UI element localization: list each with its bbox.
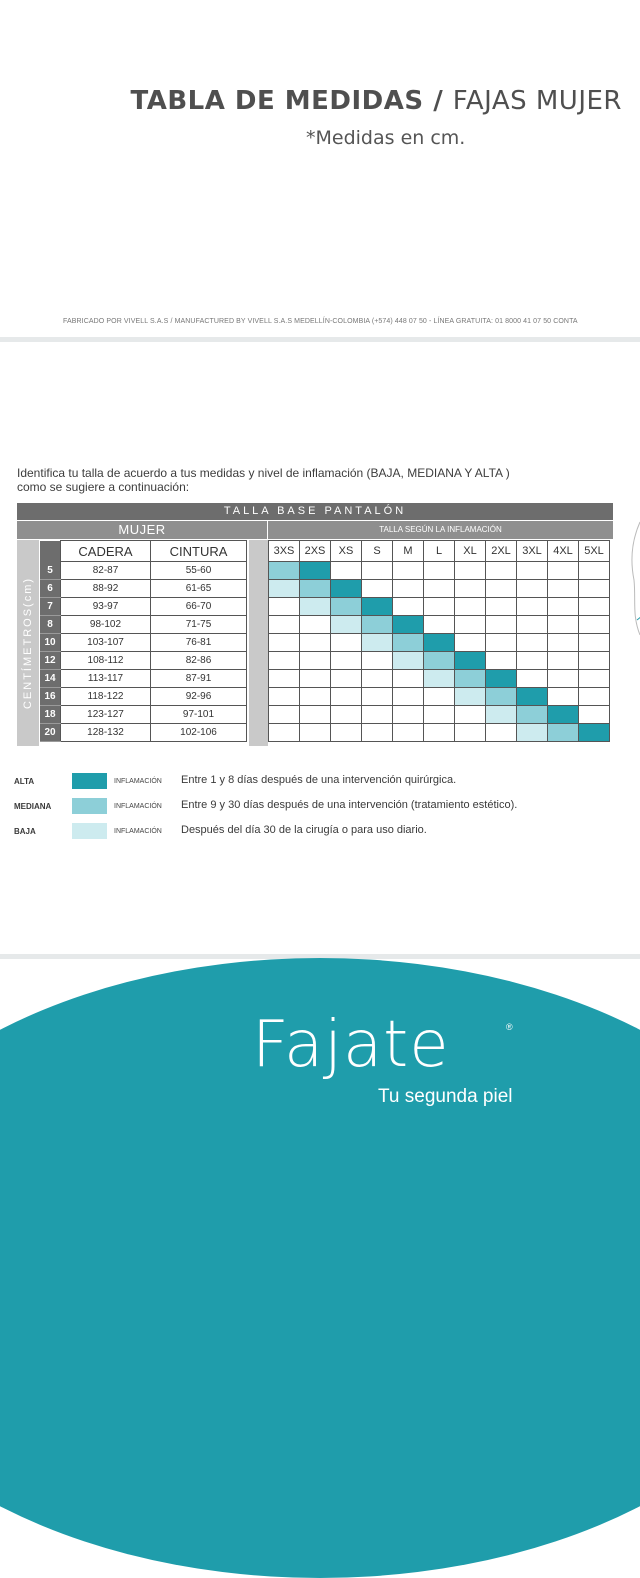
grid-cell (331, 652, 362, 670)
col-cintura: CINTURA (151, 541, 247, 562)
legend-description: Entre 9 y 30 días después de una intervención (tratamiento estético). (181, 799, 518, 811)
grid-row (269, 688, 610, 706)
grid-cell (455, 724, 486, 742)
page-title (131, 86, 623, 116)
grid-cell-baja (393, 652, 424, 670)
grid-cell (424, 562, 455, 580)
brand-tagline: Tu segunda piel (378, 1086, 513, 1107)
divider-top (0, 337, 640, 342)
table-row (40, 580, 247, 598)
table-row (40, 616, 247, 634)
grid-cell (300, 724, 331, 742)
cadera-cell: 93-97 (61, 598, 151, 616)
cintura-cell: 55-60 (151, 562, 247, 580)
grid-cell (300, 634, 331, 652)
grid-cell (300, 670, 331, 688)
legend-swatch (72, 823, 107, 839)
grid-cell (424, 688, 455, 706)
title-separator: / (433, 86, 444, 116)
grid-cell-med (455, 670, 486, 688)
cadera-cell: 88-92 (61, 580, 151, 598)
legend-level: ALTA (14, 777, 35, 786)
grid-cell-med (548, 724, 579, 742)
grid-cell (579, 652, 610, 670)
grid-cell-alta (331, 580, 362, 598)
grid-cell (579, 634, 610, 652)
grid-row (269, 580, 610, 598)
talla-cell: 16 (40, 688, 61, 706)
size-header-cell: XS (331, 541, 362, 562)
legend-level: MEDIANA (14, 802, 52, 811)
talla-cell: 18 (40, 706, 61, 724)
grid-cell (393, 670, 424, 688)
grid-cell (393, 562, 424, 580)
grid-cell (393, 724, 424, 742)
grid-cell (579, 598, 610, 616)
talla-cell: 10 (40, 634, 61, 652)
grid-cell (455, 580, 486, 598)
talla-cell: 14 (40, 670, 61, 688)
grid-row (269, 598, 610, 616)
grid-cell (269, 688, 300, 706)
table-row (40, 670, 247, 688)
grid-cell (269, 616, 300, 634)
grid-cell (517, 652, 548, 670)
grid-row (269, 652, 610, 670)
grid-row (269, 670, 610, 688)
legend-level: BAJA (14, 827, 36, 836)
grid-cell-alta (300, 562, 331, 580)
legend-description: Después del día 30 de la cirugía o para uso diario. (181, 824, 427, 836)
grid-cell (424, 616, 455, 634)
grid-cell (269, 634, 300, 652)
grid-cell-alta (579, 724, 610, 742)
grid-cell (362, 652, 393, 670)
legend-inflammation: INFLAMACIÓN (114, 778, 162, 785)
cintura-cell: 82-86 (151, 652, 247, 670)
grid-cell (517, 562, 548, 580)
size-header-cell: 5XL (579, 541, 610, 562)
grid-row (269, 706, 610, 724)
cintura-cell: 76-81 (151, 634, 247, 652)
grid-cell (517, 580, 548, 598)
intro-line-2: como se sugiere a continuación: (17, 480, 190, 494)
grid-cell-med (300, 580, 331, 598)
cintura-cell: 71-75 (151, 616, 247, 634)
size-header-row (269, 541, 610, 562)
grid-cell (424, 598, 455, 616)
grid-cell-alta (486, 670, 517, 688)
grid-cell-baja (486, 706, 517, 724)
grid-cell (362, 670, 393, 688)
table-row (40, 634, 247, 652)
size-grid (268, 540, 610, 742)
group-header: MUJER (17, 521, 267, 539)
grid-cell-baja (300, 598, 331, 616)
grid-cell (517, 616, 548, 634)
grid-cell (579, 580, 610, 598)
grid-cell (269, 670, 300, 688)
grid-cell (362, 580, 393, 598)
cintura-cell: 61-65 (151, 580, 247, 598)
grid-cell (486, 616, 517, 634)
grid-cell (548, 634, 579, 652)
cintura-cell: 87-91 (151, 670, 247, 688)
size-header-cell: M (393, 541, 424, 562)
grid-row (269, 724, 610, 742)
talla-cell: 6 (40, 580, 61, 598)
grid-cell-baja (455, 688, 486, 706)
legend-swatch (72, 798, 107, 814)
grid-cell (579, 562, 610, 580)
size-header-cell: 3XS (269, 541, 300, 562)
units-note: *Medidas en cm. (306, 127, 466, 149)
size-header-cell: 2XL (486, 541, 517, 562)
grid-row (269, 634, 610, 652)
grid-cell-baja (362, 634, 393, 652)
table-title: TALLA BASE PANTALÓN (17, 503, 613, 520)
grid-cell-alta (362, 598, 393, 616)
grid-cell-med (331, 598, 362, 616)
grid-cell (269, 724, 300, 742)
grid-cell-alta (424, 634, 455, 652)
table-row (40, 706, 247, 724)
grid-cell (331, 724, 362, 742)
grid-cell (269, 598, 300, 616)
measurements-table (40, 540, 247, 742)
inflammation-header: TALLA SEGÚN LA INFLAMACIÓN (268, 521, 613, 539)
cintura-cell: 66-70 (151, 598, 247, 616)
grid-cell (486, 562, 517, 580)
grid-cell (300, 706, 331, 724)
grid-cell (362, 724, 393, 742)
grid-cell (517, 670, 548, 688)
grid-cell (424, 706, 455, 724)
grid-cell-baja (424, 670, 455, 688)
table-row (40, 652, 247, 670)
grid-row (269, 616, 610, 634)
legend-inflammation: INFLAMACIÓN (114, 803, 162, 810)
table-row (40, 724, 247, 742)
talla-cell: 12 (40, 652, 61, 670)
size-header-cell: 4XL (548, 541, 579, 562)
size-header-cell: 3XL (517, 541, 548, 562)
vertical-label: CENTÍMETROS(cm) (22, 576, 34, 710)
grid-cell-alta (517, 688, 548, 706)
grid-cell (548, 562, 579, 580)
grid-cell (548, 580, 579, 598)
vertical-label-bar (17, 540, 39, 746)
cadera-cell: 128-132 (61, 724, 151, 742)
grid-cell (331, 562, 362, 580)
grid-cell (455, 706, 486, 724)
grid-cell (455, 562, 486, 580)
grid-cell (424, 580, 455, 598)
size-header-cell: L (424, 541, 455, 562)
cintura-cell: 102-106 (151, 724, 247, 742)
grid-cell (486, 580, 517, 598)
title-light: FAJAS MUJER (452, 86, 622, 116)
cadera-cell: 113-117 (61, 670, 151, 688)
cadera-cell: 103-107 (61, 634, 151, 652)
title-bold: TABLA DE MEDIDAS (130, 86, 424, 116)
grid-cell (362, 706, 393, 724)
grid-cell (393, 580, 424, 598)
manufacturer-line: FABRICADO POR VIVELL S.A.S / MANUFACTURED BY VIVELL S.A.S MEDELLÍN-COLOMBIA (+574) 448 07 50 - LÍNEA GRATUITA: 01 8000 41 07 50 CONTA (63, 318, 578, 325)
grid-cell (424, 724, 455, 742)
grid-cell (579, 616, 610, 634)
grid-cell (548, 670, 579, 688)
grid-cell-baja (269, 580, 300, 598)
grid-cell (393, 688, 424, 706)
grid-cell (300, 688, 331, 706)
talla-cell: 20 (40, 724, 61, 742)
table-row (40, 598, 247, 616)
grid-cell (300, 616, 331, 634)
cadera-cell: 123-127 (61, 706, 151, 724)
grid-cell (455, 634, 486, 652)
talla-cell: 8 (40, 616, 61, 634)
table-row (40, 688, 247, 706)
cadera-cell: 98-102 (61, 616, 151, 634)
registered-mark: ® (506, 1022, 513, 1032)
grid-cell-med (393, 634, 424, 652)
grid-cell-med (269, 562, 300, 580)
grid-cell-med (517, 706, 548, 724)
cintura-cell: 97-101 (151, 706, 247, 724)
grid-cell-alta (393, 616, 424, 634)
grid-cell (331, 670, 362, 688)
body-silhouette-icon (622, 520, 640, 640)
corner-cell (40, 541, 61, 562)
grid-cell (579, 706, 610, 724)
grid-cell-baja (517, 724, 548, 742)
brand-logo: Fajate (252, 1008, 450, 1082)
grid-cell-med (486, 688, 517, 706)
size-header-cell: S (362, 541, 393, 562)
talla-cell: 7 (40, 598, 61, 616)
grid-cell (548, 616, 579, 634)
grid-cell (300, 652, 331, 670)
intro-text (17, 466, 510, 494)
grid-cell (331, 688, 362, 706)
grid-cell (486, 634, 517, 652)
grey-separator (249, 540, 268, 746)
legend-description: Entre 1 y 8 días después de una intervención quirúrgica. (181, 774, 457, 786)
grid-cell (486, 598, 517, 616)
grid-row (269, 562, 610, 580)
grid-cell (269, 706, 300, 724)
grid-cell (548, 598, 579, 616)
grid-cell-baja (331, 616, 362, 634)
grid-cell (548, 652, 579, 670)
grid-cell-med (424, 652, 455, 670)
grid-cell (486, 724, 517, 742)
grid-cell (579, 670, 610, 688)
talla-cell: 5 (40, 562, 61, 580)
cintura-cell: 92-96 (151, 688, 247, 706)
size-header-cell: 2XS (300, 541, 331, 562)
intro-line-1: Identifica tu talla de acuerdo a tus medidas y nivel de inflamación (BAJA, MEDIANA Y ALTA ) (17, 466, 510, 480)
grid-cell (331, 706, 362, 724)
grid-cell-med (362, 616, 393, 634)
grid-cell (269, 652, 300, 670)
grid-cell (517, 634, 548, 652)
grid-cell (548, 688, 579, 706)
cadera-cell: 108-112 (61, 652, 151, 670)
grid-cell (455, 616, 486, 634)
grid-cell (362, 562, 393, 580)
cadera-cell: 118-122 (61, 688, 151, 706)
size-header-cell: XL (455, 541, 486, 562)
grid-cell-alta (548, 706, 579, 724)
grid-cell (393, 706, 424, 724)
table-row (40, 562, 247, 580)
grid-cell (331, 634, 362, 652)
legend-inflammation: INFLAMACIÓN (114, 828, 162, 835)
col-cadera: CADERA (61, 541, 151, 562)
grid-cell (455, 598, 486, 616)
legend-swatch (72, 773, 107, 789)
grid-cell (579, 688, 610, 706)
cadera-cell: 82-87 (61, 562, 151, 580)
grid-cell-alta (455, 652, 486, 670)
grid-cell (486, 652, 517, 670)
grid-cell (393, 598, 424, 616)
grid-cell (517, 598, 548, 616)
grid-cell (362, 688, 393, 706)
